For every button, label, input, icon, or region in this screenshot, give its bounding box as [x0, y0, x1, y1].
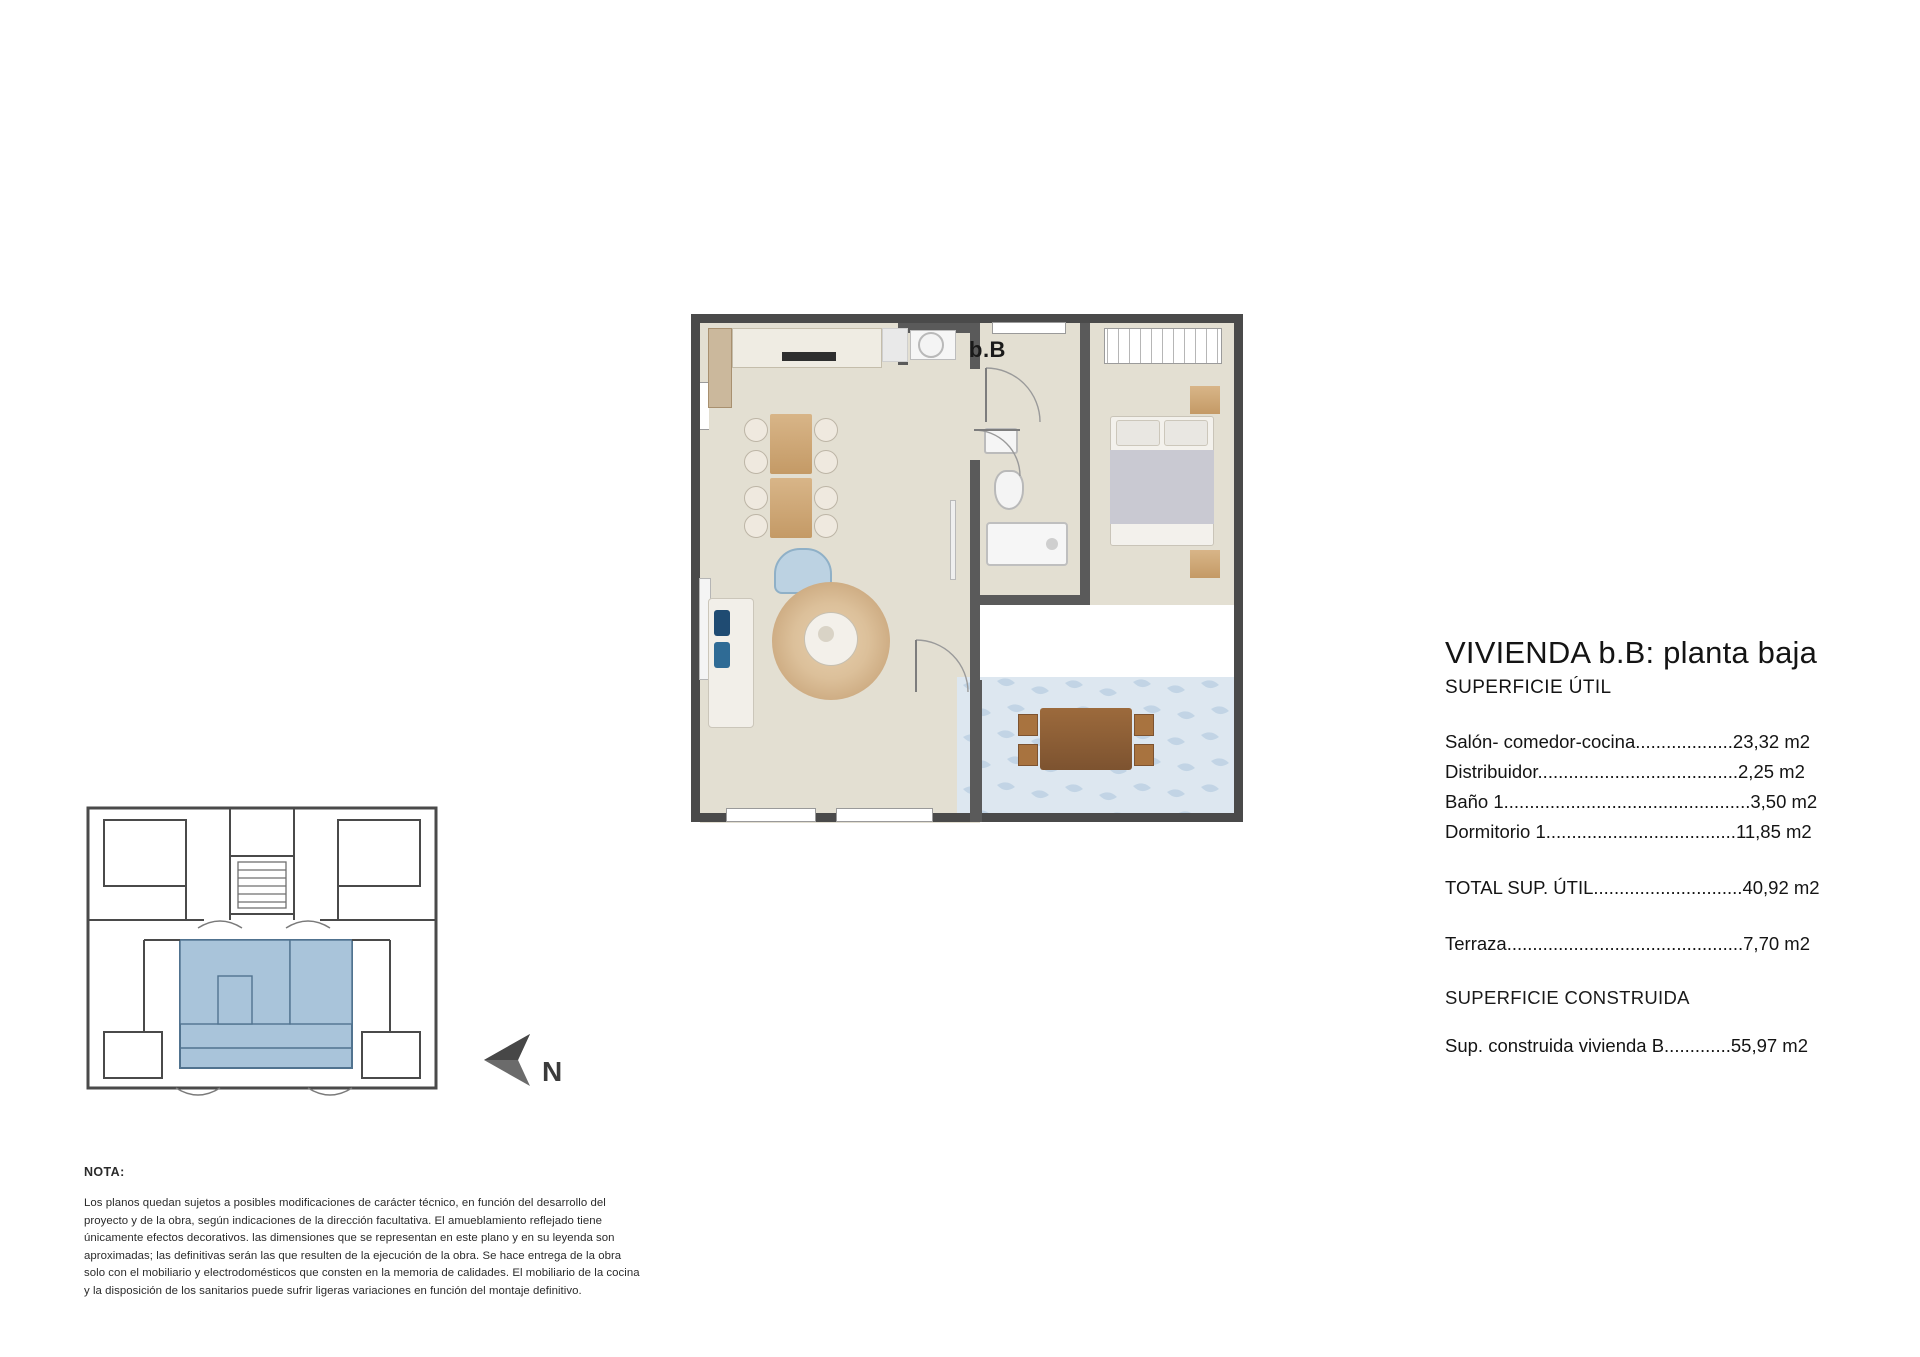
terrace-row — [1445, 929, 1875, 959]
built-label: Sup. construida vivienda B — [1445, 1035, 1665, 1056]
note-block — [84, 1165, 644, 1300]
room-row-distribuidor — [1445, 757, 1875, 787]
total-row — [1445, 873, 1875, 903]
built-area: 55,97 m2 — [1730, 1035, 1809, 1056]
door-swings — [686, 310, 1246, 830]
room-dots-distribuidor: ....................................... — [1537, 761, 1739, 782]
room-row-salon — [1445, 727, 1875, 757]
room-label-salon: Salón- comedor-cocina — [1445, 731, 1636, 752]
terrace-label: Terraza — [1445, 933, 1507, 954]
unit-tag: b.B — [969, 337, 1006, 362]
floor-plan-body — [686, 310, 1246, 830]
room-area-salon: 23,32 m2 — [1732, 731, 1811, 752]
room-dots-bano: ................................................ — [1503, 791, 1751, 812]
key-plan-drawing — [80, 800, 480, 1130]
room-area-bano: 3,50 m2 — [1750, 791, 1818, 812]
page-title: VIVIENDA b.B: planta baja — [1445, 635, 1818, 670]
room-label-dormitorio: Dormitorio 1 — [1445, 821, 1546, 842]
total-area: 40,92 m2 — [1742, 877, 1820, 898]
total-dots: ............................. — [1593, 877, 1743, 898]
built-surface-heading: SUPERFICIE CONSTRUIDA — [1445, 987, 1690, 1008]
room-dots-dormitorio: ..................................... — [1545, 821, 1736, 842]
terrace-dots: .............................................. — [1506, 933, 1744, 954]
floor-plan-drawing — [686, 310, 1256, 830]
north-arrow-icon — [480, 1020, 590, 1100]
spacer-1 — [1445, 847, 1875, 873]
room-row-bano — [1445, 787, 1875, 817]
north-letter: N — [542, 1056, 563, 1087]
room-label-distribuidor: Distribuidor — [1445, 761, 1538, 782]
note-title: NOTA: — [84, 1165, 125, 1179]
room-dots-salon: ................... — [1635, 731, 1733, 752]
terrace-area: 7,70 m2 — [1743, 933, 1810, 954]
built-dots: ............. — [1664, 1035, 1731, 1056]
key-plan — [80, 800, 480, 1130]
note-body: Los planos quedan sujetos a posibles modificaciones de carácter técnico, en función del desarrollo del proyecto y de la obra, según indicaciones de la dirección facultativa. El amueblamiento reflejado tiene únicamente efectos decorativos. las dimensiones que se representan en este plano y en su leyenda son aproximadas; las definitivas serán las que resulten de la ejecución de la obra. Se hace entrega de la obra solo con el mobiliario y electrodomésticos que consten en la memoria de calidades. El mobiliario de la cocina y la disposición de los sanitarios puede sufrir ligeras variaciones en función del montaje definitivo. — [84, 1197, 640, 1297]
room-row-dormitorio — [1445, 817, 1875, 847]
room-label-bano: Baño 1 — [1445, 791, 1504, 812]
useful-surface-heading: SUPERFICIE ÚTIL — [1445, 677, 1612, 698]
room-area-dormitorio: 11,85 m2 — [1735, 821, 1812, 842]
legend-panel — [1445, 635, 1875, 1061]
north-arrow — [480, 1020, 590, 1100]
built-row — [1445, 1031, 1875, 1061]
room-area-distribuidor: 2,25 m2 — [1738, 761, 1805, 782]
spacer-2 — [1445, 903, 1875, 929]
total-label: TOTAL SUP. ÚTIL — [1445, 877, 1594, 898]
